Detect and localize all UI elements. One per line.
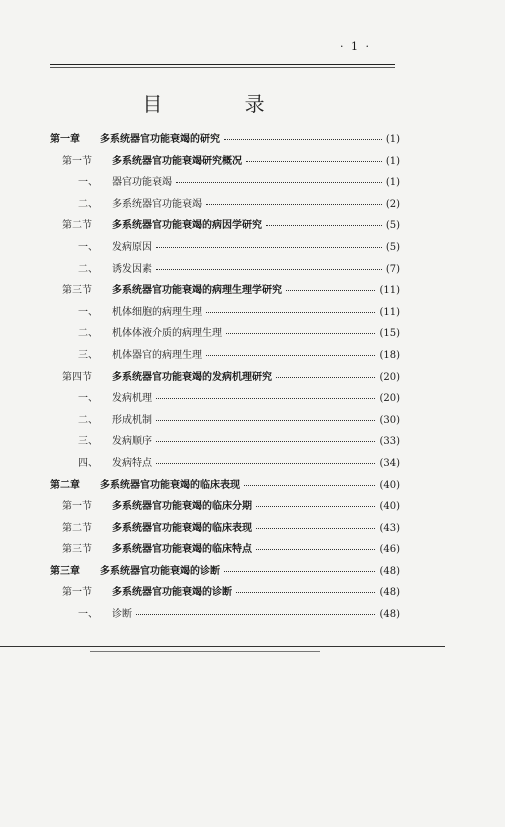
toc-leader-dots	[256, 549, 375, 550]
toc-entry-page: (40)	[379, 479, 400, 491]
toc-entry-page: (40)	[379, 501, 400, 513]
toc-entry-page: (11)	[379, 306, 400, 318]
toc-entry-label: 一、	[78, 177, 98, 189]
toc-entry[interactable]	[50, 324, 400, 346]
toc-entry[interactable]	[50, 454, 400, 476]
toc-entry-label: 第一节	[62, 587, 92, 599]
toc-entry[interactable]	[50, 476, 400, 498]
toc-entry-page: (48)	[379, 587, 400, 599]
toc-entry[interactable]	[50, 562, 400, 584]
toc-leader-dots	[246, 161, 382, 162]
toc-entry-label: 第三节	[62, 285, 92, 297]
toc-entry[interactable]	[50, 540, 400, 562]
toc-leader-dots	[206, 312, 375, 313]
toc-entry-title: 形成机制	[112, 414, 152, 426]
toc-leader-dots	[136, 614, 375, 615]
toc-entry-title: 多系统器官功能衰竭的临床表现	[100, 479, 240, 491]
toc-entry-label: 第一节	[62, 155, 92, 167]
toc-entry-title: 多系统器官功能衰竭的研究	[100, 134, 220, 145]
toc-entry-page: (43)	[379, 522, 400, 534]
toc-leader-dots	[156, 269, 382, 270]
toc-entry-label: 四、	[78, 457, 98, 469]
toc-entry-label: 二、	[78, 414, 98, 426]
toc-entry-label: 一、	[78, 393, 98, 405]
toc-entry-title: 发病原因	[112, 241, 152, 253]
toc-entry-page: (15)	[379, 328, 400, 340]
footer-rule-thin	[90, 651, 320, 652]
toc-entry-label: 二、	[78, 263, 98, 275]
toc-entry-label: 一、	[78, 241, 98, 253]
toc-entry-title: 多系统器官功能衰竭研究概况	[112, 155, 242, 167]
table-of-contents	[50, 130, 400, 627]
toc-entry-page: (34)	[379, 457, 400, 469]
toc-entry-page: (30)	[379, 414, 400, 426]
toc-entry-title: 多系统器官功能衰竭的临床分期	[112, 501, 252, 513]
toc-entry[interactable]	[50, 238, 400, 260]
toc-leader-dots	[244, 485, 375, 486]
toc-leader-dots	[256, 506, 375, 507]
toc-entry-label: 第一节	[62, 501, 92, 513]
toc-entry-label: 一、	[78, 609, 98, 621]
toc-entry[interactable]	[50, 411, 400, 433]
header-rule	[50, 64, 395, 65]
toc-entry-title: 多系统器官功能衰竭的临床表现	[112, 522, 252, 534]
toc-entry-label: 二、	[78, 328, 98, 340]
toc-entry-page: (5)	[385, 220, 400, 232]
toc-entry[interactable]	[50, 216, 400, 238]
toc-leader-dots	[156, 441, 375, 442]
toc-leader-dots	[276, 377, 375, 378]
toc-entry-title: 多系统器官功能衰竭的病理生理学研究	[112, 285, 282, 297]
toc-entry-title: 发病顺序	[112, 436, 152, 448]
toc-entry-page: (20)	[379, 371, 400, 383]
toc-entry-label: 第二章	[50, 479, 80, 491]
toc-entry[interactable]	[50, 605, 400, 627]
toc-leader-dots	[236, 592, 375, 593]
toc-entry-page: (33)	[379, 436, 400, 448]
toc-entry-page: (11)	[379, 285, 400, 297]
toc-entry-label: 第二节	[62, 522, 92, 534]
toc-entry-title: 机体细胞的病理生理	[112, 306, 202, 318]
toc-leader-dots	[224, 139, 382, 140]
toc-entry[interactable]	[50, 519, 400, 541]
toc-leader-dots	[156, 398, 375, 399]
toc-entry[interactable]	[50, 195, 400, 217]
toc-entry-label: 第三章	[50, 565, 80, 577]
footer-rule	[0, 646, 445, 647]
toc-entry-page: (18)	[379, 349, 400, 361]
toc-leader-dots	[156, 463, 375, 464]
toc-entry-label: 二、	[78, 198, 98, 210]
toc-entry-page: (2)	[385, 198, 400, 210]
toc-leader-dots	[206, 204, 382, 205]
toc-leader-dots	[156, 420, 375, 421]
toc-entry-page: (48)	[379, 609, 400, 621]
toc-entry-title: 发病特点	[112, 457, 152, 469]
toc-entry-title: 诊断	[112, 609, 132, 621]
toc-entry-title: 多系统器官功能衰竭的临床特点	[112, 544, 252, 556]
toc-entry-title: 多系统器官功能衰竭的病因学研究	[112, 220, 262, 232]
toc-leader-dots	[286, 290, 375, 291]
toc-leader-dots	[224, 571, 375, 572]
toc-entry[interactable]	[50, 368, 400, 390]
header-rule-thin	[50, 67, 395, 68]
toc-entry-label: 一、	[78, 306, 98, 318]
toc-leader-dots	[226, 333, 375, 334]
toc-leader-dots	[176, 182, 382, 183]
toc-entry-page: (1)	[385, 177, 400, 189]
toc-leader-dots	[256, 528, 375, 529]
toc-entry[interactable]	[50, 260, 400, 282]
toc-leader-dots	[156, 247, 382, 248]
toc-entry-page: (20)	[379, 393, 400, 405]
toc-entry-page: (1)	[385, 134, 400, 145]
toc-entry-label: 三、	[78, 349, 98, 361]
toc-entry[interactable]	[50, 346, 400, 368]
toc-entry-title: 发病机理	[112, 393, 152, 405]
toc-entry-title: 诱发因素	[112, 263, 152, 275]
toc-entry-title: 器官功能衰竭	[112, 177, 172, 189]
toc-entry-label: 第一章	[50, 134, 80, 145]
toc-entry-page: (48)	[379, 565, 400, 577]
toc-entry-title: 多系统器官功能衰竭	[112, 198, 202, 210]
toc-entry[interactable]	[50, 497, 400, 519]
toc-entry[interactable]	[50, 303, 400, 325]
toc-entry-page: (46)	[379, 544, 400, 556]
toc-entry-title: 多系统器官功能衰竭的发病机理研究	[112, 371, 272, 383]
toc-entry-page: (7)	[385, 263, 400, 275]
toc-entry[interactable]	[50, 281, 400, 303]
toc-entry-label: 第二节	[62, 220, 92, 232]
toc-entry[interactable]	[50, 432, 400, 454]
toc-entry[interactable]	[50, 173, 400, 195]
toc-entry[interactable]	[50, 130, 400, 152]
toc-leader-dots	[206, 355, 375, 356]
toc-entry-title: 机体器官的病理生理	[112, 349, 202, 361]
toc-entry-title: 多系统器官功能衰竭的诊断	[100, 565, 220, 577]
toc-entry-label: 第三节	[62, 544, 92, 556]
toc-entry[interactable]	[50, 583, 400, 605]
toc-leader-dots	[266, 225, 382, 226]
toc-entry-page: (1)	[385, 155, 400, 167]
toc-entry[interactable]	[50, 152, 400, 174]
toc-entry-label: 第四节	[62, 371, 92, 383]
toc-entry-title: 机体体液介质的病理生理	[112, 328, 222, 340]
toc-entry-label: 三、	[78, 436, 98, 448]
toc-entry-title: 多系统器官功能衰竭的诊断	[112, 587, 232, 599]
page-title: 目 录	[142, 92, 303, 116]
toc-entry[interactable]	[50, 389, 400, 411]
page-number: · 1 ·	[340, 40, 371, 53]
toc-entry-page: (5)	[385, 241, 400, 253]
